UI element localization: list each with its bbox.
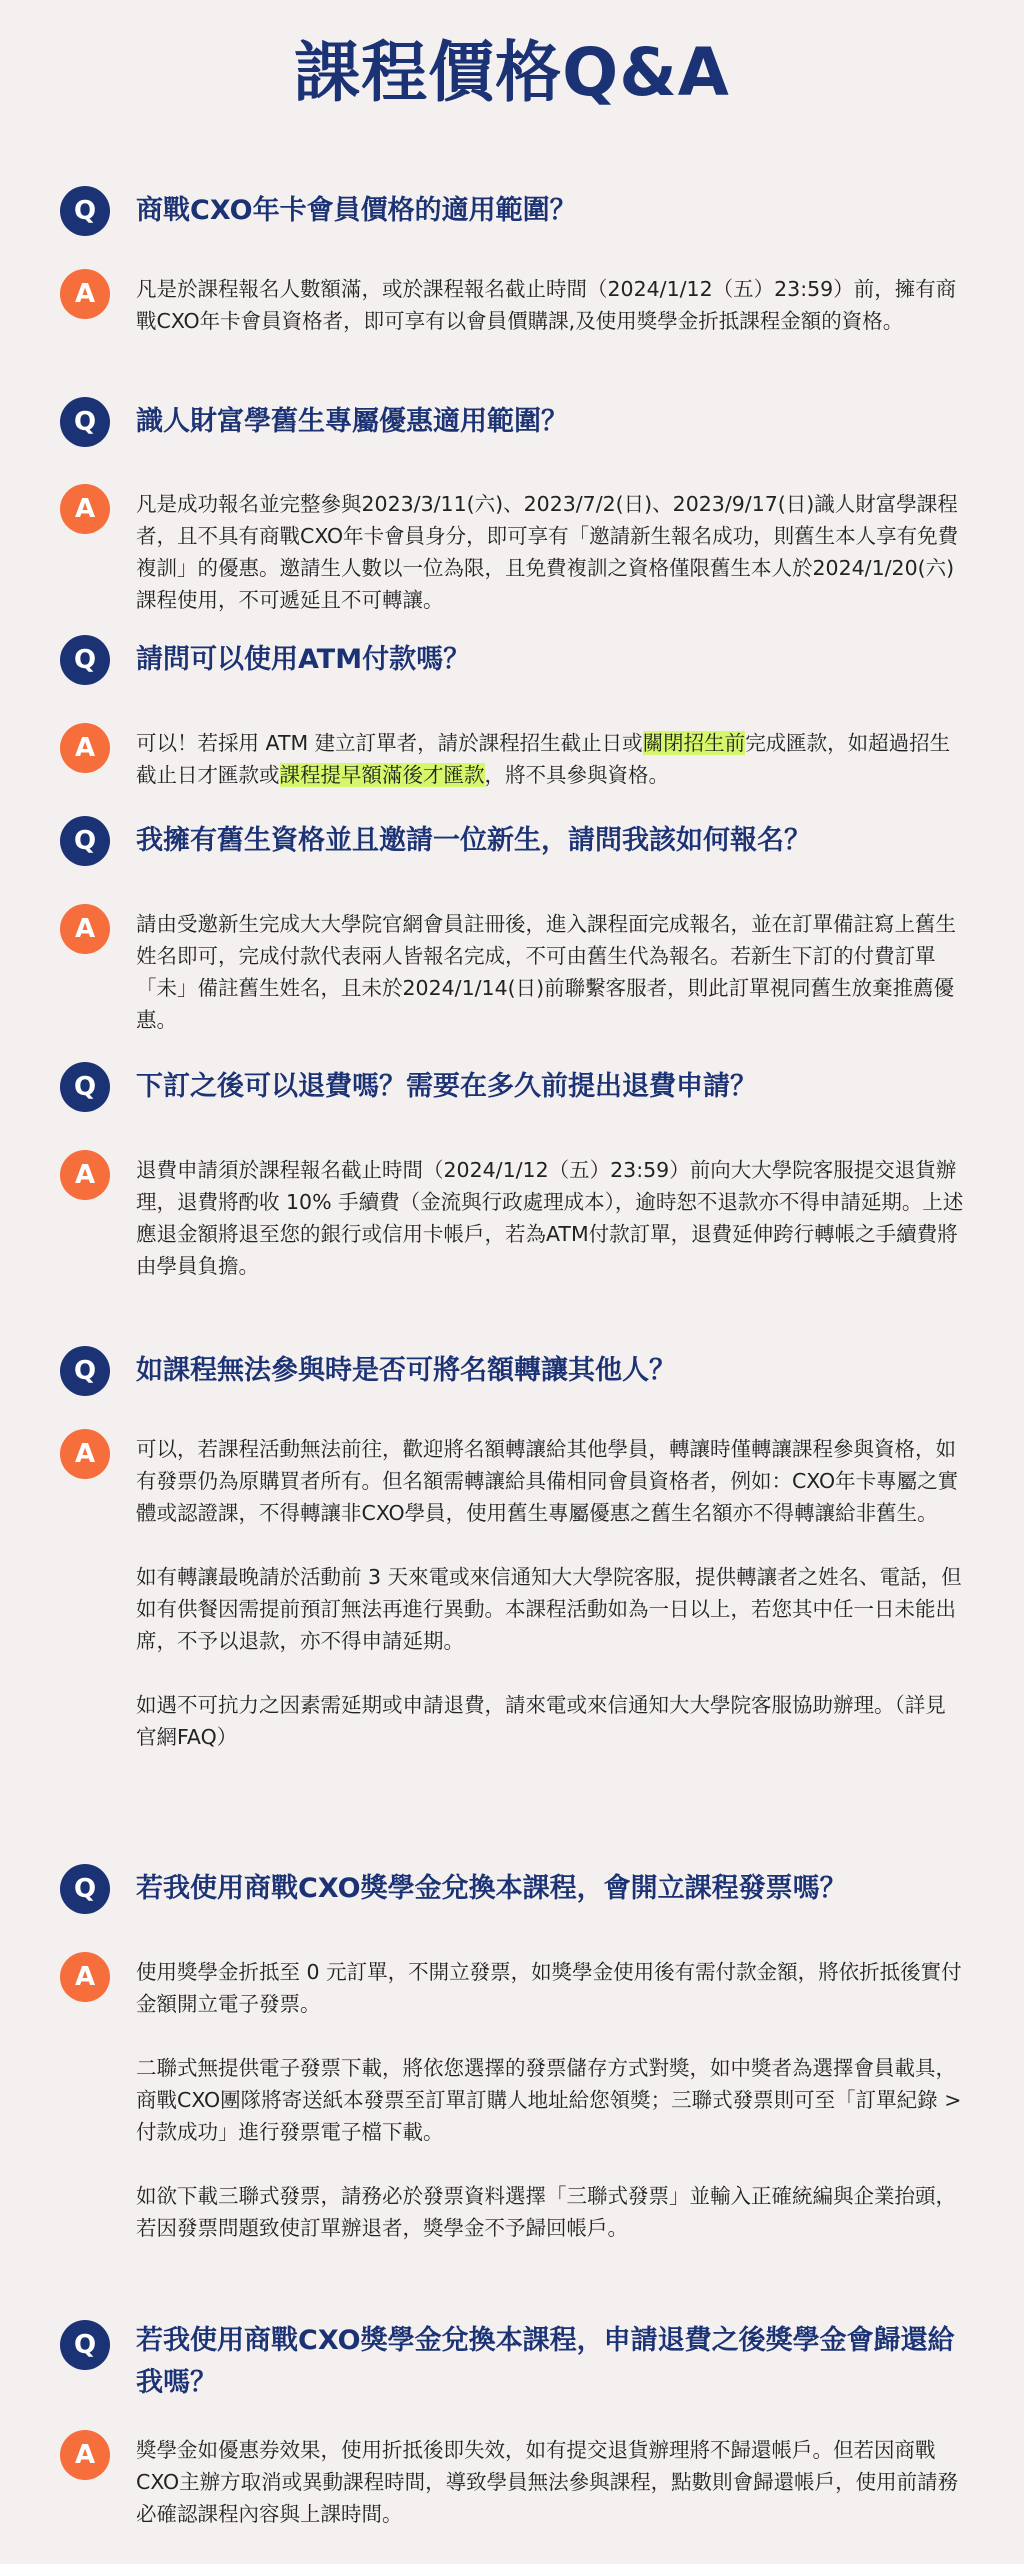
page-title: 課程價格Q&A xyxy=(294,34,730,111)
answer-paragraph: 獎學金如優惠券效果，使用折抵後即失效，如有提交退貨辦理將不歸還帳戶。但若因商戰CXO主辦方取消或異動課程時間，導致學員無法參與課程，點數則會歸還帳戶，使用前請務必確認課程內容與上課時間。 xyxy=(136,2438,959,2526)
q-badge: Q xyxy=(60,816,110,866)
question-text: 如課程無法參與時是否可將名額轉讓其他人？ xyxy=(136,1355,676,1386)
answer-paragraph: 如遇不可抗力之因素需延期或申請退費，請來電或來信通知大大學院客服協助辦理。（詳見官網FAQ） xyxy=(136,1693,946,1749)
qa-item xyxy=(0,1350,1024,1753)
answer-paragraph: 退費申請須於課程報名截止時間（2024/1/12（五）23:59）前向大大學院客服提交退貨辦理，退費將酌收 10% 手續費（金流與行政處理成本），逾時恕不退款亦不得申請延期。上述應退金額將退至您的銀行或信用卡帳戶，若為ATM付款訂單，退費延伸跨行轉帳之手續費將由學員負擔。 xyxy=(136,1158,964,1278)
answer-row xyxy=(0,1956,1024,2244)
q-badge: Q xyxy=(60,1062,110,1112)
a-badge: A xyxy=(60,723,110,773)
highlighted-text: 關閉招生前 xyxy=(642,731,746,755)
answer-paragraph: 凡是於課程報名人數額滿，或於課程報名截止時間（2024/1/12（五）23:59）前，擁有商戰CXO年卡會員資格者，即可享有以會員價購課,及使用獎學金折抵課程金額的資格。 xyxy=(136,277,957,333)
qa-item xyxy=(0,820,1024,1036)
answer-paragraph: 二聯式無提供電子發票下載，將依您選擇的發票儲存方式對獎，如中獎者為選擇會員載具，商戰CXO團隊將寄送紙本發票至訂單訂購人地址給您領獎；三聯式發票則可至「訂單紀錄 > 付款成功」進行發票電子檔下載。 xyxy=(136,2056,962,2144)
qa-item xyxy=(0,1868,1024,2244)
answer-text xyxy=(136,727,966,791)
answer-segment: 完成匯款，如超過招生截止日才匯款或 xyxy=(136,731,951,787)
answer-row xyxy=(0,908,1024,1036)
question-text: 請問可以使用ATM付款嗎？ xyxy=(136,644,471,675)
answer-paragraph: 使用獎學金折抵至 0 元訂單，不開立發票，如獎學金使用後有需付款金額，將依折抵後實付金額開立電子發票。 xyxy=(136,1960,962,2016)
q-badge: Q xyxy=(60,1346,110,1396)
qa-item xyxy=(0,2320,1024,2530)
answer-row xyxy=(0,1433,1024,1753)
answer-segment: 可以！若採用 ATM 建立訂單者，請於課程招生截止日或 xyxy=(136,731,643,755)
a-badge: A xyxy=(60,1150,110,1200)
answer-text xyxy=(136,273,966,337)
answer-row xyxy=(0,2434,1024,2530)
question-text: 若我使用商戰CXO獎學金兌換本課程，申請退費之後獎學金會歸還給我嗎？ xyxy=(136,2325,955,2398)
answer-text xyxy=(136,488,966,616)
question-row xyxy=(0,1868,1024,1910)
highlighted-text: 課程提早額滿後才匯款 xyxy=(279,763,485,787)
question-row xyxy=(0,190,1024,232)
question-row xyxy=(0,401,1024,443)
q-badge: Q xyxy=(60,635,110,685)
a-badge: A xyxy=(60,484,110,534)
qa-item xyxy=(0,190,1024,337)
question-row xyxy=(0,820,1024,862)
answer-text xyxy=(136,1154,966,1282)
question-text: 下訂之後可以退費嗎？需要在多久前提出退費申請？ xyxy=(136,1071,757,1102)
question-text: 商戰CXO年卡會員價格的適用範圍？ xyxy=(136,195,577,226)
question-row xyxy=(0,1350,1024,1392)
question-text: 我擁有舊生資格並且邀請一位新生，請問我該如何報名？ xyxy=(136,825,811,856)
question-row xyxy=(0,1066,1024,1108)
answer-paragraph: 如欲下載三聯式發票，請務必於發票資料選擇「三聯式發票」並輸入正確統編與企業抬頭，若因發票問題致使訂單辦退者，獎學金不予歸回帳戶。 xyxy=(136,2184,956,2240)
q-badge: Q xyxy=(60,1864,110,1914)
qa-item xyxy=(0,401,1024,616)
answer-paragraph: 如有轉讓最晚請於活動前 3 天來電或來信通知大大學院客服，提供轉讓者之姓名、電話，但如有供餐因需提前預訂無法再進行異動。本課程活動如為一日以上，若您其中任一日未能出席，不予以退款，亦不得申請延期。 xyxy=(136,1565,962,1653)
q-badge: Q xyxy=(60,2320,110,2370)
a-badge: A xyxy=(60,269,110,319)
answer-paragraph: 可以，若課程活動無法前往，歡迎將名額轉讓給其他學員，轉讓時僅轉讓課程參與資格，如有發票仍為原購買者所有。但名額需轉讓給具備相同會員資格者，例如：CXO年卡專屬之實體或認證課，不得轉讓非CXO學員，使用舊生專屬優惠之舊生名額亦不得轉讓給非舊生。 xyxy=(136,1437,959,1525)
question-text: 識人財富學舊生專屬優惠適用範圍？ xyxy=(136,406,568,437)
answer-row xyxy=(0,273,1024,337)
a-badge: A xyxy=(60,1429,110,1479)
answer-row xyxy=(0,488,1024,616)
qa-item xyxy=(0,1066,1024,1282)
a-badge: A xyxy=(60,1952,110,2002)
answer-text xyxy=(136,2434,966,2530)
answer-paragraph: 請由受邀新生完成大大學院官網會員註冊後，進入課程面完成報名，並在訂單備註寫上舊生姓名即可，完成付款代表兩人皆報名完成，不可由舊生代為報名。若新生下訂的付費訂單「未」備註舊生姓名，且未於2024/1/14(日)前聯繫客服者，則此訂單視同舊生放棄推薦優惠。 xyxy=(136,912,956,1032)
a-badge: A xyxy=(60,2430,110,2480)
qa-item xyxy=(0,639,1024,791)
answer-text xyxy=(136,908,966,1036)
answer-paragraph xyxy=(136,727,966,791)
answer-row xyxy=(0,1154,1024,1282)
q-badge: Q xyxy=(60,186,110,236)
answer-segment: ，將不具參與資格。 xyxy=(484,763,669,787)
question-row xyxy=(0,2320,1024,2404)
question-row xyxy=(0,639,1024,681)
question-text: 若我使用商戰CXO獎學金兌換本課程，會開立課程發票嗎？ xyxy=(136,1873,847,1904)
answer-text xyxy=(136,1956,966,2244)
answer-text xyxy=(136,1433,966,1753)
a-badge: A xyxy=(60,904,110,954)
answer-row xyxy=(0,727,1024,791)
q-badge: Q xyxy=(60,397,110,447)
answer-paragraph: 凡是成功報名並完整參與2023/3/11(六)、2023/7/2(日)、2023/9/17(日)識人財富學課程者，且不具有商戰CXO年卡會員身分，即可享有「邀請新生報名成功，則舊生本人享有免費複訓」的優惠。邀請生人數以一位為限，且免費複訓之資格僅限舊生本人於2024/1/20(六)課程使用，不可遞延且不可轉讓。 xyxy=(136,492,959,612)
